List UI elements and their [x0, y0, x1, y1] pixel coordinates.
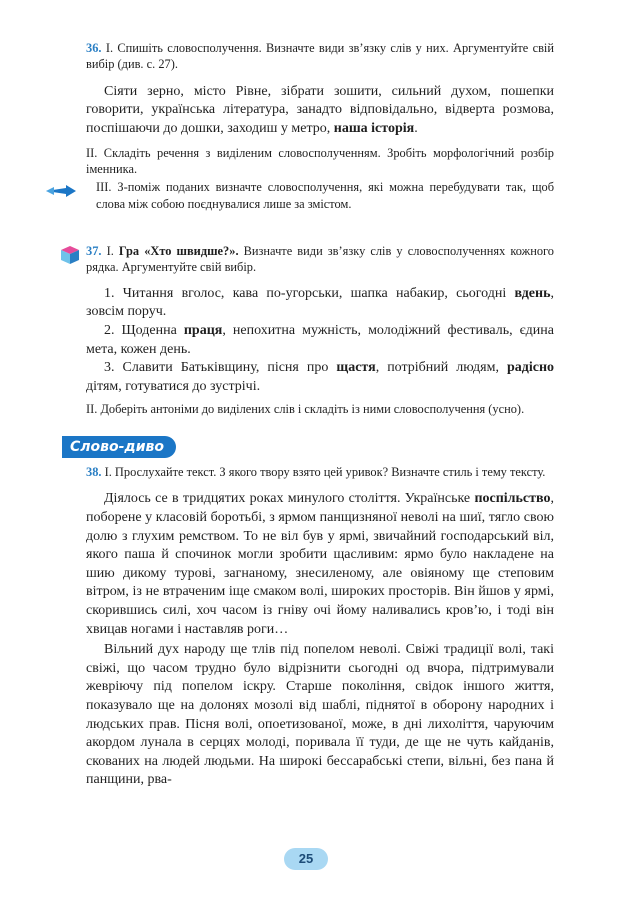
ex37-row2-end: , непохитна мужність, молодіжний фестиваль, єдина мета, кожен день. [86, 323, 554, 357]
ex37-task-prefix: І. [106, 244, 114, 258]
ex36-task2: ІІ. Складіть речення з виділеним словосполученням. Зробіть морфологічний розбір іменника. [86, 145, 554, 176]
ex37-game-title: Гра «Хто швидше?». [118, 244, 239, 258]
ex37-row2-text: 2. Щоденна [104, 323, 177, 338]
ex37-row1-bold: вдень [514, 285, 551, 301]
ex38-p1-bold: поспільство [474, 491, 551, 507]
ex37-row2-bold: праця [183, 323, 223, 338]
ex36-phrases-text: Сіяти зерно, місто Рівне, зібрати зошити, сильний духом, пошепки говорити, українська література, занадто відповідально, відверта розмова, поспішаючи до дошки, заходиш у метро, [86, 83, 554, 136]
ex37-row3-end: дітям, готуватися до зустрічі. [86, 378, 261, 394]
ex36-phrases-end: . [414, 121, 418, 136]
ex36-bold-phrase: наша історія [333, 121, 415, 136]
ex38-task1-text: І. Прослухайте текст. З якого твору взято цей уривок? Визначте стиль і тему тексту. [104, 465, 546, 479]
ex37-row1-text: 1. Читання вголос, кава по-угорськи, шапка набакир, сьогодні [104, 285, 507, 301]
ex37-row3-mid: , потрібний людям, [375, 360, 499, 376]
exercise-36 [86, 40, 554, 212]
ex37-task2: ІІ. Доберіть антоніми до виділених слів і складіть із ними словосполучення (усно). [86, 402, 525, 417]
ex37-row-3 [86, 359, 554, 396]
exercise-38 [86, 464, 554, 790]
ex37-number: 37. [86, 244, 102, 258]
ex36-task1-text: І. Спишіть словосполучення. Визначте види зв’язку слів у них. Аргументуйте свій вибір (див. с. 27). [86, 41, 554, 72]
ex37-row3-bold2: радісно [506, 360, 555, 376]
ex37-row-2 [86, 322, 554, 359]
ex36-phrases [86, 83, 554, 139]
arrow-icon [44, 183, 78, 199]
ex36-number: 36. [86, 41, 102, 55]
page-number: 25 [284, 848, 328, 870]
ex37-row-1 [86, 285, 554, 322]
slovo-dyvo-banner: Слово-диво [62, 436, 176, 458]
ex36-task1 [86, 40, 554, 73]
ex36-task3: ІІІ. З-поміж поданих визначте словосполучення, які можна перебудувати так, щоб слова між собою поєднувалися лише за змістом. [96, 180, 554, 211]
ex37-row1-end: , зовсім поруч. [86, 285, 554, 320]
ex37-task-rest: Визначте види зв’язку слів у словосполученнях кожного рядка. Аргументуйте свій вибір. [86, 244, 554, 275]
ex38-p1-rest: , поборене у класовій боротьбі, з ярмом панщизняної неволі на шиї, тягло свою долю з глухим ремством. То не віл був у ярмі, звичайний господарський віл, якого паша й спочинок могли зробити щасливим: ярмо було накладене на шию дикому турові, загнаному, знесиленому, але овіяному ще степовим вітром, із не втраченим іще смаком волі, широких просторів. Він йшов у ярмі, скорившись силі, хоч часом із гніву очі йому наливались кров’ю, і тоді він хвицав ногами і наставляв роги… [86, 491, 554, 637]
ex37-row3-bold1: щастя [336, 360, 376, 376]
ex38-p1-text: Діялось се в тридцятих роках минулого століття. Українське [104, 491, 471, 507]
ex38-number: 38. [86, 465, 102, 479]
exercise-37 [86, 243, 554, 418]
ex38-paragraph-1 [86, 490, 554, 639]
ex37-task1 [86, 243, 554, 276]
cube-icon [60, 245, 80, 265]
ex38-paragraph-2: Вільний дух народу ще тлів під попелом неволі. Свіжі традиції волі, такі свіжі, що часом трудно було відрізнити сьогодні од вчора, підтримували жевріючу під попелом іскру. Старше покоління, свідок іншого життя, показувало ще на долонях мозолі від шаблі, піднятої в оборону народних і людських прав. Пісня волі, опоетизованої, може, в дні лихоліття, чаруючим акордом лунала в серцях молоді, поривала її туди, де ще не чуть кайданів, скованих на людей людьми. На широкі бессарабські степи, вільні, без пана й панщини, рва- [86, 642, 554, 788]
ex37-row3-text: 3. Славити Батьківщину, пісня про [104, 360, 329, 376]
ex38-task1 [86, 464, 554, 480]
